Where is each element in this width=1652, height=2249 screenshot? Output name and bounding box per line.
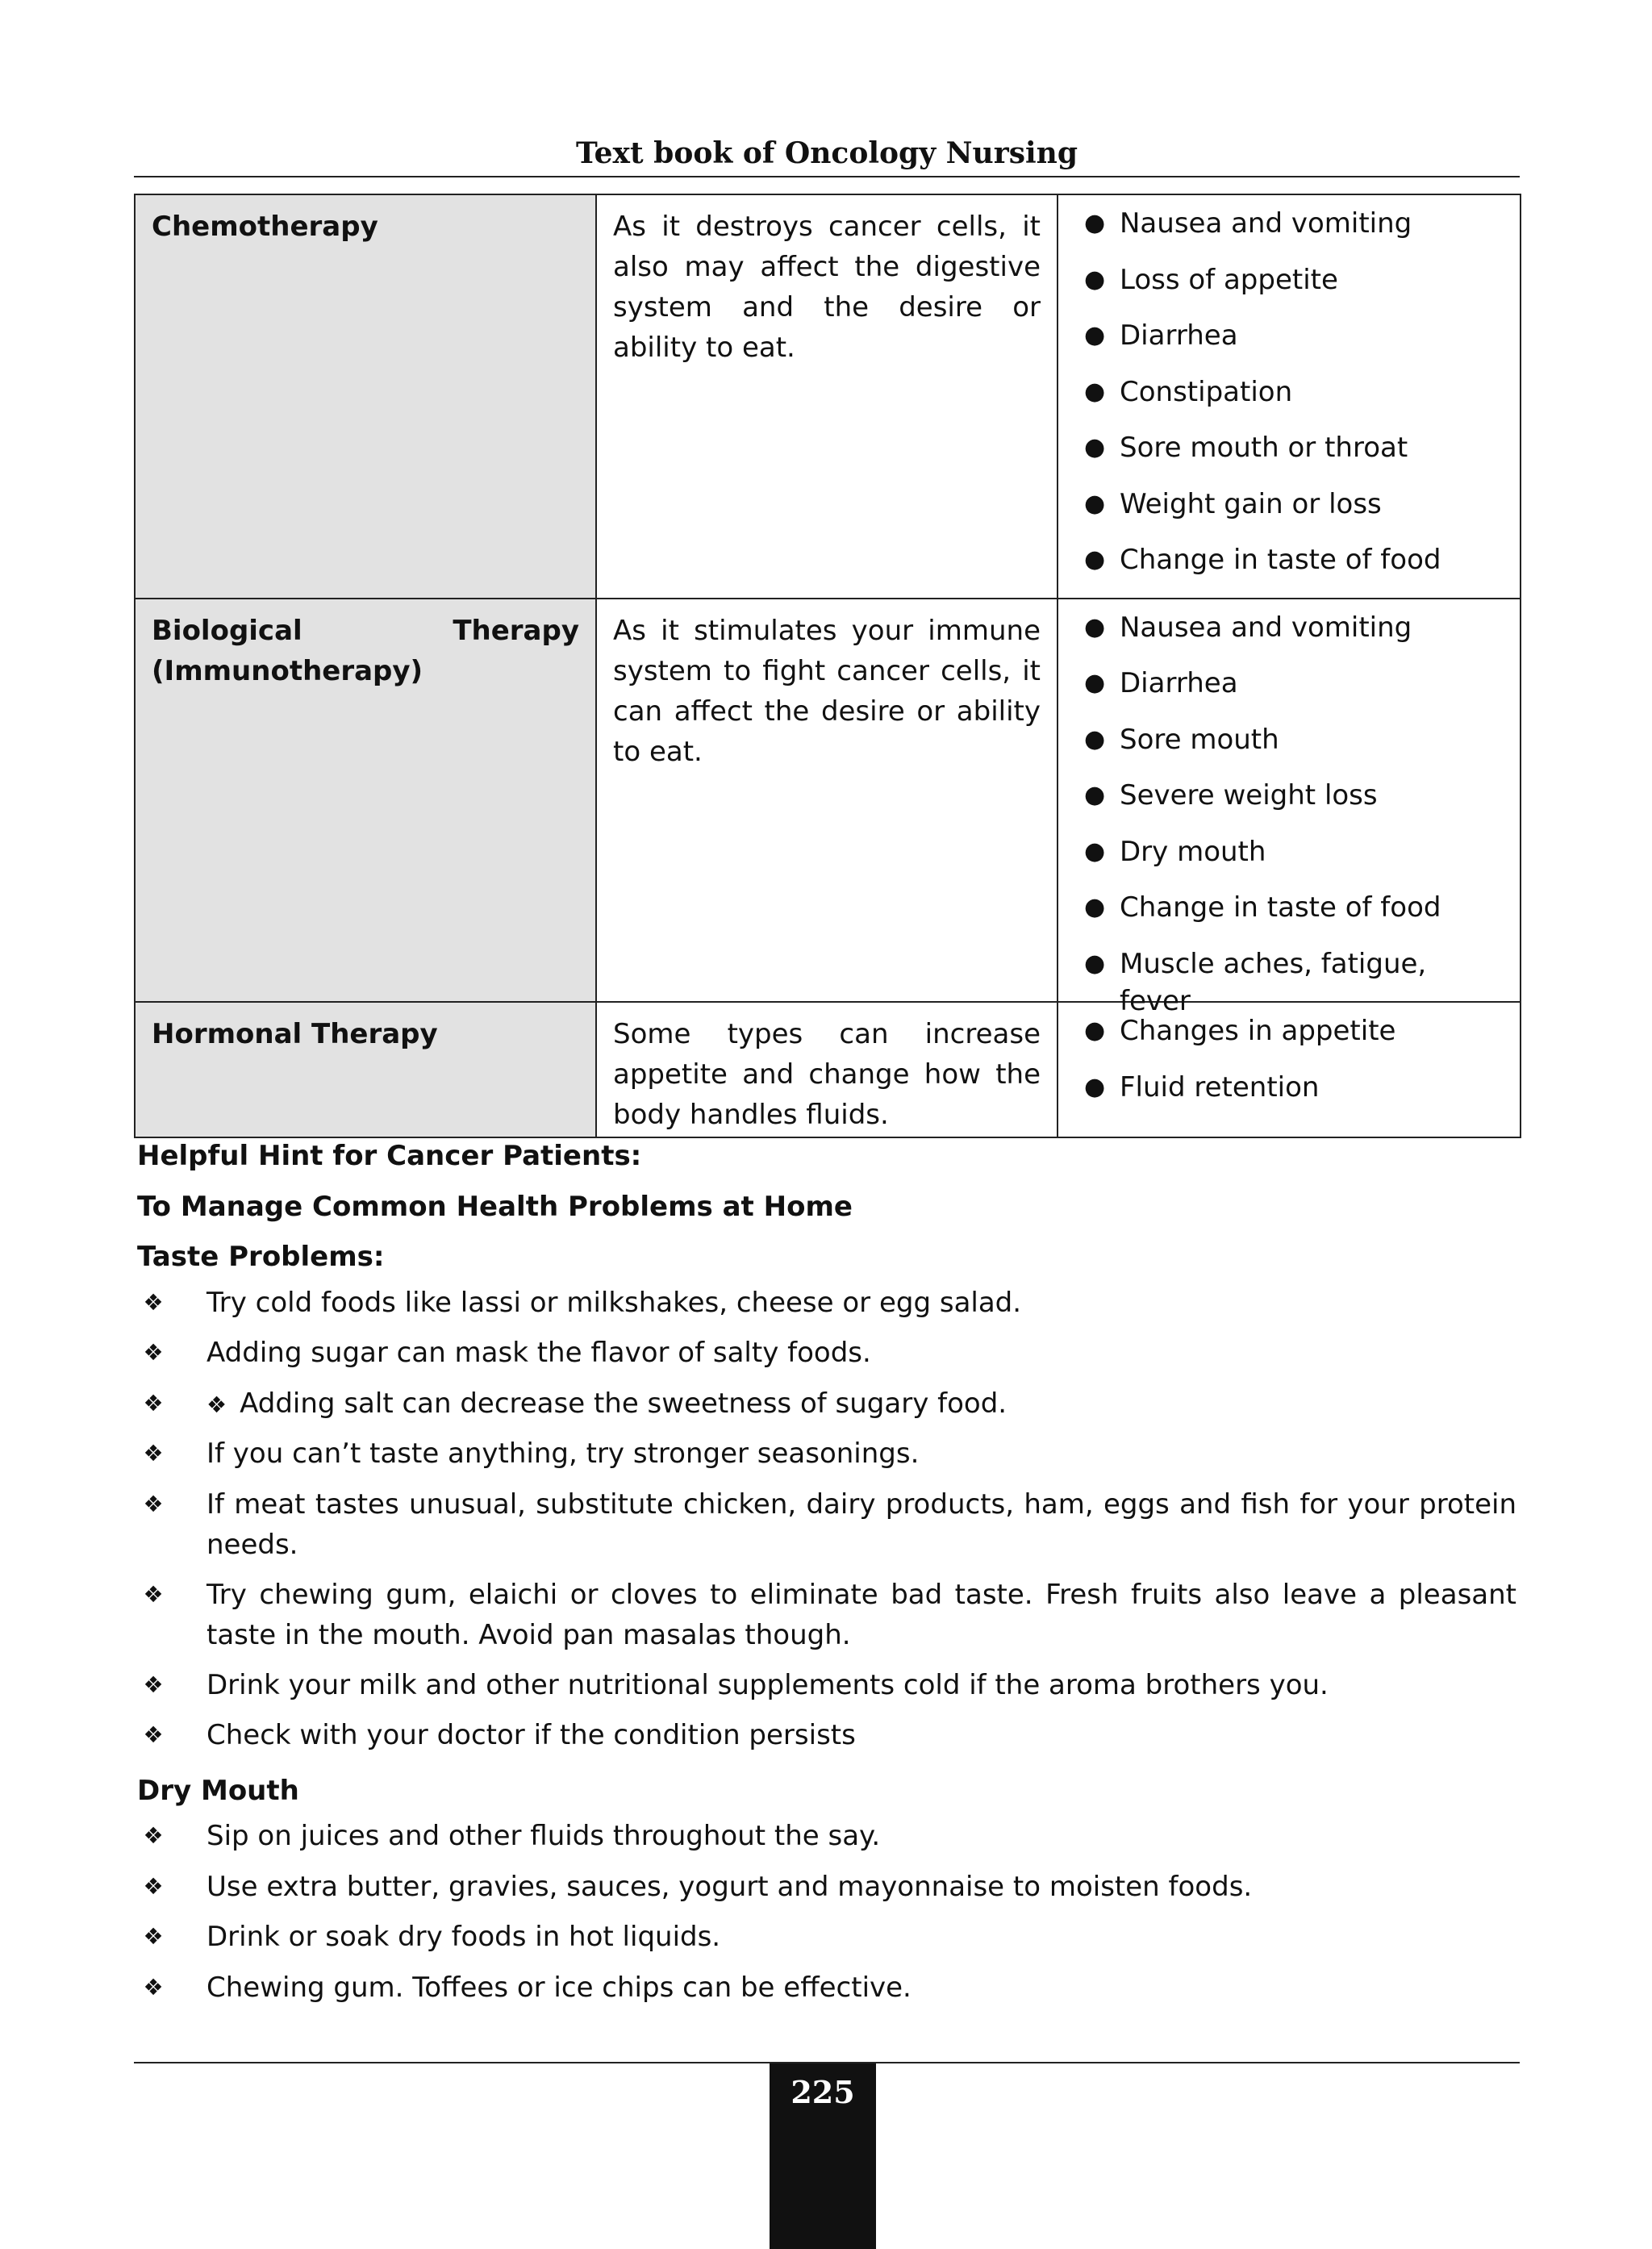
side-effects-cell bbox=[1058, 194, 1521, 599]
list-item: ● Change in taste of food bbox=[1084, 891, 1441, 924]
therapy-side-effects-table bbox=[134, 194, 1521, 1138]
taste-problems-heading: Taste Problems: bbox=[137, 1241, 385, 1273]
list-item: ❖ Drink or soak dry foods in hot liquids. bbox=[137, 1917, 1516, 1967]
list-item: ❖ If you can’t taste anything, try stronger seasonings. bbox=[137, 1433, 1516, 1484]
therapy-name-cell bbox=[135, 194, 596, 599]
list-item: ❖ Check with your doctor if the condition persists bbox=[137, 1715, 1516, 1766]
page-number: 225 bbox=[791, 2074, 855, 2110]
bullet-icon: ● bbox=[1084, 612, 1106, 641]
bullet-icon: ● bbox=[1084, 949, 1106, 978]
list-item: ❖ Try chewing gum, elaichi or cloves to eliminate bad taste. Fresh fruits also leave a pleasant taste in the mouth. Avoid pan masalas though. bbox=[137, 1575, 1516, 1665]
page-number-tab bbox=[770, 2063, 876, 2249]
bullet-icon: ● bbox=[1084, 669, 1106, 697]
list-item: ❖ Adding sugar can mask the flavor of salty foods. bbox=[137, 1333, 1516, 1383]
list-item: ❖ Try cold foods like lassi or milkshakes, cheese or egg salad. bbox=[137, 1283, 1516, 1333]
list-item: ❖ Sip on juices and other fluids throughout the say. bbox=[137, 1816, 1516, 1867]
list-item: ● Diarrhea bbox=[1084, 667, 1238, 699]
side-effects-cell bbox=[1058, 1002, 1521, 1137]
therapy-name: Chemotherapy bbox=[152, 211, 378, 243]
list-item: ❖ Chewing gum. Toffees or ice chips can be effective. bbox=[137, 1967, 1516, 2018]
bullet-icon: ● bbox=[1084, 265, 1106, 294]
side-effects-list bbox=[1074, 1012, 1504, 1124]
diamond-bullet-icon: ❖ bbox=[143, 1671, 164, 1698]
dry-mouth-heading: Dry Mouth bbox=[137, 1774, 299, 1807]
bullet-icon: ● bbox=[1084, 893, 1106, 921]
list-item: ❖ ❖ Adding salt can decrease the sweetness of sugary food. bbox=[137, 1383, 1516, 1434]
therapy-name-part: (Immunotherapy) bbox=[152, 654, 423, 687]
bullet-icon: ● bbox=[1084, 433, 1106, 461]
diamond-bullet-icon: ❖ bbox=[143, 1721, 164, 1748]
list-item: ● Changes in appetite bbox=[1084, 1015, 1396, 1047]
diamond-bullet-icon: ❖ bbox=[143, 1490, 164, 1517]
diamond-bullet-icon: ❖ bbox=[143, 1822, 164, 1849]
list-item: ● Sore mouth bbox=[1084, 723, 1279, 756]
bullet-icon: ● bbox=[1084, 545, 1106, 574]
header-rule bbox=[134, 176, 1520, 177]
diamond-bullet-icon: ❖ bbox=[143, 1580, 164, 1608]
list-item: ❖ If meat tastes unusual, substitute chicken, dairy products, ham, eggs and fish for your protein needs. bbox=[137, 1484, 1516, 1575]
bullet-icon: ● bbox=[1084, 837, 1106, 866]
therapy-name-cell bbox=[135, 1002, 596, 1137]
bullet-icon: ● bbox=[1084, 1016, 1106, 1045]
diamond-bullet-icon: ❖ bbox=[143, 1872, 164, 1900]
diamond-bullet-icon: ❖ bbox=[206, 1391, 227, 1418]
list-item: ● Nausea and vomiting bbox=[1084, 611, 1412, 644]
side-effects-list bbox=[1074, 609, 1504, 1017]
diamond-bullet-icon: ❖ bbox=[143, 1288, 164, 1316]
list-item: ● Nausea and vomiting bbox=[1084, 207, 1412, 240]
therapy-reason-cell: Some types can increase appetite and change how the body handles fluids. bbox=[596, 1002, 1058, 1137]
table-row bbox=[135, 599, 1521, 1003]
list-item: ● Loss of appetite bbox=[1084, 263, 1338, 296]
therapy-reason-cell: As it stimulates your immune system to fight cancer cells, it can affect the desire or ability to eat. bbox=[596, 599, 1058, 1003]
list-item: ● Constipation bbox=[1084, 375, 1293, 408]
therapy-name-part: Therapy bbox=[453, 614, 579, 647]
diamond-bullet-icon: ❖ bbox=[143, 1389, 164, 1417]
diamond-bullet-icon: ❖ bbox=[143, 1923, 164, 1950]
list-item: ● Diarrhea bbox=[1084, 319, 1238, 352]
side-effects-cell bbox=[1058, 599, 1521, 1017]
bullet-icon: ● bbox=[1084, 781, 1106, 809]
list-item: ❖ Drink your milk and other nutritional supplements cold if the aroma brothers you. bbox=[137, 1665, 1516, 1716]
bullet-icon: ● bbox=[1084, 321, 1106, 349]
list-item: ● Weight gain or loss bbox=[1084, 487, 1382, 520]
list-item: ● Fluid retention bbox=[1084, 1070, 1320, 1104]
diamond-bullet-icon: ❖ bbox=[143, 1339, 164, 1366]
bullet-icon: ● bbox=[1084, 724, 1106, 753]
table-row bbox=[135, 1002, 1521, 1137]
list-item: ● Severe weight loss bbox=[1084, 779, 1378, 812]
list-item: ● Muscle aches, fatigue, fever bbox=[1084, 947, 1427, 1017]
therapy-name-cell bbox=[135, 599, 596, 1003]
bullet-icon: ● bbox=[1084, 489, 1106, 518]
list-item: ● Dry mouth bbox=[1084, 835, 1266, 868]
diamond-bullet-icon: ❖ bbox=[143, 1973, 164, 2001]
side-effects-list bbox=[1074, 205, 1504, 598]
helpful-hints-section bbox=[137, 1131, 1516, 2017]
running-header: Text book of Oncology Nursing bbox=[575, 136, 1078, 170]
bullet-icon: ● bbox=[1084, 209, 1106, 237]
list-item: ● Change in taste of food bbox=[1084, 544, 1441, 576]
table-row bbox=[135, 194, 1521, 599]
therapy-reason-cell: As it destroys cancer cells, it also may affect the digestive system and the desire or ability to eat. bbox=[596, 194, 1058, 599]
bullet-icon: ● bbox=[1084, 1072, 1106, 1101]
section-heading: Helpful Hint for Cancer Patients: bbox=[137, 1140, 642, 1172]
bullet-icon: ● bbox=[1084, 377, 1106, 406]
therapy-name-part: Biological bbox=[152, 614, 302, 647]
section-subheading: To Manage Common Health Problems at Home bbox=[137, 1190, 853, 1223]
list-item: ❖ Use extra butter, gravies, sauces, yogurt and mayonnaise to moisten foods. bbox=[137, 1867, 1516, 1917]
list-item: ● Sore mouth or throat bbox=[1084, 432, 1408, 464]
therapy-name: Hormonal Therapy bbox=[152, 1018, 438, 1050]
diamond-bullet-icon: ❖ bbox=[143, 1440, 164, 1467]
